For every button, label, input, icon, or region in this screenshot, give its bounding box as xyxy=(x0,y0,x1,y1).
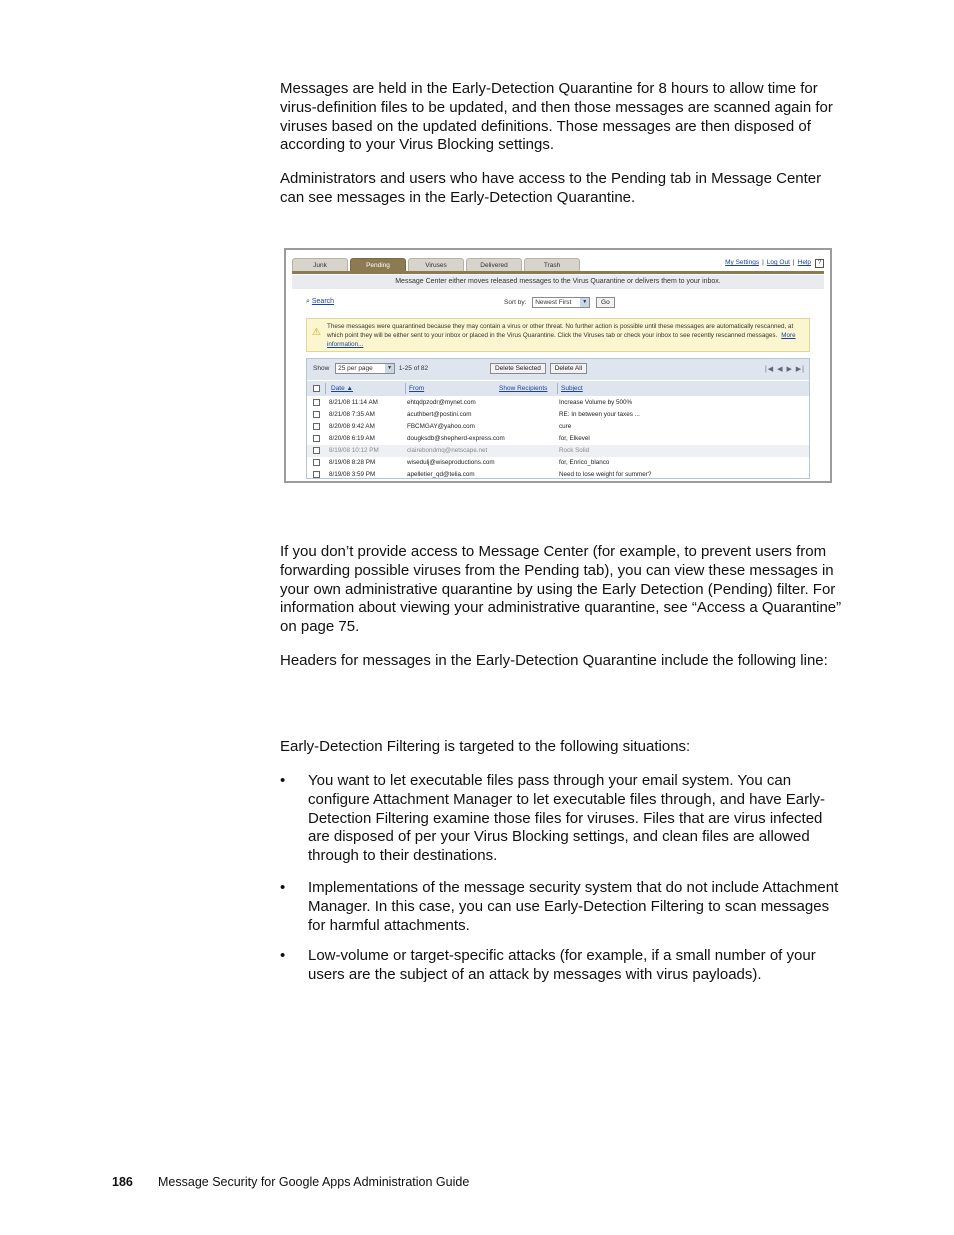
bullet-mark: • xyxy=(280,947,286,964)
row-date: 8/20/08 9:42 AM xyxy=(329,423,375,430)
paragraph-quarantine-hold: Messages are held in the Early-Detection Quarantine for 8 hours to allow time for virus-definition files to be updated, and then those messages are scanned again for viruses based on the updated definitions. Those messages are then disposed of according to your Virus Blocking settings. xyxy=(280,80,833,154)
tab-viruses[interactable]: Viruses xyxy=(408,258,464,272)
row-checkbox[interactable] xyxy=(313,423,320,430)
row-checkbox[interactable] xyxy=(313,459,320,466)
row-from: clairebondmq@netscape.net xyxy=(407,447,488,454)
table-rows xyxy=(307,397,809,481)
tab-trash[interactable]: Trash xyxy=(524,258,580,272)
sort-label: Sort by: xyxy=(504,299,527,307)
sort-value: Newest First xyxy=(535,299,572,306)
bullet-mark: • xyxy=(280,772,286,789)
more-information-link[interactable]: More information... xyxy=(327,332,796,348)
row-date: 8/21/08 11:14 AM xyxy=(329,399,378,406)
row-checkbox[interactable] xyxy=(313,435,320,442)
row-checkbox[interactable] xyxy=(313,411,320,418)
row-subject: Rock Solid xyxy=(559,447,590,454)
warning-text: These messages were quarantined because they may contain a virus or other threat. No further action is possible until these messages are automatically rescanned, at which point they will be either sent to your inbox or placed in the Virus Quarantine. Click the Viruses tab or check your inbox to see recently rescanned messages. xyxy=(327,323,794,339)
search-icon[interactable]: ⌕ xyxy=(306,298,310,305)
chevron-down-icon: ▼ xyxy=(580,298,589,307)
row-from: FBCMGAY@yahoo.com xyxy=(407,423,475,430)
row-subject: cure xyxy=(559,423,572,430)
delete-selected-button[interactable]: Delete Selected xyxy=(490,363,546,374)
paragraph-headers: Headers for messages in the Early-Detection Quarantine include the following line: xyxy=(280,652,828,669)
bullet-text: Low-volume or target-specific attacks (for example, if a small number of your users are the subject of an attack by messages with virus payloads). xyxy=(308,947,816,983)
show-label: Show xyxy=(313,365,330,373)
row-checkbox[interactable] xyxy=(313,471,320,478)
warning-icon: ⚠ xyxy=(312,327,321,338)
row-subject: RE: In between your taxes ... xyxy=(559,411,640,418)
page-number: 186 xyxy=(112,1175,133,1189)
row-subject: Need to lose weight for summer? xyxy=(559,471,652,478)
per-page-select[interactable] xyxy=(335,363,395,374)
row-subject: for, Enrico_blanco xyxy=(559,459,610,466)
row-from: wisedulj@wiseproductions.com xyxy=(407,459,495,466)
row-from: dougksdb@shepherd-express.com xyxy=(407,435,505,442)
search-row xyxy=(306,298,334,306)
range-label: 1-25 of 82 xyxy=(398,365,429,373)
table-row[interactable] xyxy=(307,433,809,445)
tab-underline xyxy=(292,271,824,274)
bullet-mark: • xyxy=(280,879,286,896)
row-from: acuthbert@postini.com xyxy=(407,411,472,418)
tab-junk[interactable]: Junk xyxy=(292,258,348,272)
row-date: 8/19/08 8:28 PM xyxy=(329,459,376,466)
tab-delivered[interactable]: Delivered xyxy=(466,258,522,272)
row-subject: Increase Volume by 500% xyxy=(559,399,633,406)
row-from: ehtqdpzodr@mynet.com xyxy=(407,399,476,406)
column-from[interactable]: From xyxy=(409,385,425,392)
show-recipients-link[interactable]: Show Recipients xyxy=(499,385,548,392)
my-settings-link[interactable]: My Settings xyxy=(725,259,760,266)
row-date: 8/19/08 10:12 PM xyxy=(329,447,379,454)
delete-all-button[interactable]: Delete All xyxy=(550,363,587,374)
sort-select[interactable] xyxy=(532,297,590,308)
bullet-text: Implementations of the message security system that do not include Attachment Manager. In this case, you can use Early-Detection Filtering to scan messages for harmful attachments. xyxy=(308,879,839,934)
message-center-screenshot xyxy=(284,248,832,483)
help-icon[interactable]: ? xyxy=(815,259,824,268)
info-bar: Message Center either moves released messages to the Virus Quarantine or delivers them to your inbox. xyxy=(292,275,824,289)
top-links: My Settings | Log Out | Help ? xyxy=(725,259,824,268)
tab-pending[interactable]: Pending xyxy=(350,258,406,272)
table-row[interactable] xyxy=(307,445,809,457)
message-table xyxy=(306,358,810,479)
row-date: 8/20/08 6:19 AM xyxy=(329,435,375,442)
paragraph-admin-quarantine: If you don’t provide access to Message Center (for example, to prevent users from forwarding possible viruses from the Pending tab), you can view these messages in your own administrative quarantine by using the Early Detection (Pending) filter. For information about viewing your administrative quarantine, see “Access a Quarantine” on page 75. xyxy=(280,543,842,636)
search-link[interactable]: Search xyxy=(311,298,335,305)
bullet-no-attachment-manager xyxy=(280,879,850,937)
row-subject: for, Elkevel xyxy=(559,435,590,442)
sort-row xyxy=(504,297,615,308)
row-checkbox[interactable] xyxy=(313,399,320,406)
per-page-value: 25 per page xyxy=(338,365,373,372)
warning-notice xyxy=(306,318,810,352)
chevron-down-icon: ▼ xyxy=(385,364,394,373)
table-row[interactable] xyxy=(307,457,809,469)
pager-arrows-icon[interactable]: |◀ ◀ ▶ ▶| xyxy=(764,366,805,373)
column-subject[interactable]: Subject xyxy=(561,385,583,392)
paragraph-pending-access: Administrators and users who have access to the Pending tab in Message Center can see messages in the Early-Detection Quarantine. xyxy=(280,170,822,206)
bullet-executable-files xyxy=(280,772,850,866)
bullet-targeted-attacks xyxy=(280,947,850,987)
footer-title: Message Security for Google Apps Administration Guide xyxy=(158,1175,470,1189)
log-out-link[interactable]: Log Out xyxy=(766,259,790,266)
table-controls xyxy=(307,359,809,380)
row-checkbox[interactable] xyxy=(313,447,320,454)
table-row[interactable] xyxy=(307,397,809,409)
row-date: 8/19/08 3:59 PM xyxy=(329,471,376,478)
table-row[interactable] xyxy=(307,421,809,433)
paragraph-situations: Early-Detection Filtering is targeted to the following situations: xyxy=(280,738,691,755)
table-header xyxy=(307,381,809,396)
table-row[interactable] xyxy=(307,409,809,421)
bullet-text: You want to let executable files pass through your email system. You can configure Attachment Manager to let executable files through, and have Early-Detection Filtering examine those files for viruses. Files that are virus infected are disposed of per your Virus Blocking settings, and clean files are allowed through to their destinations. xyxy=(308,772,825,865)
go-button[interactable]: Go xyxy=(596,297,615,308)
table-row[interactable] xyxy=(307,469,809,481)
select-all-checkbox[interactable] xyxy=(313,385,320,392)
column-date[interactable]: Date ▲ xyxy=(331,385,353,392)
row-from: apelletier_qd@telia.com xyxy=(407,471,475,478)
help-link[interactable]: Help xyxy=(797,259,811,266)
row-date: 8/21/08 7:35 AM xyxy=(329,411,375,418)
